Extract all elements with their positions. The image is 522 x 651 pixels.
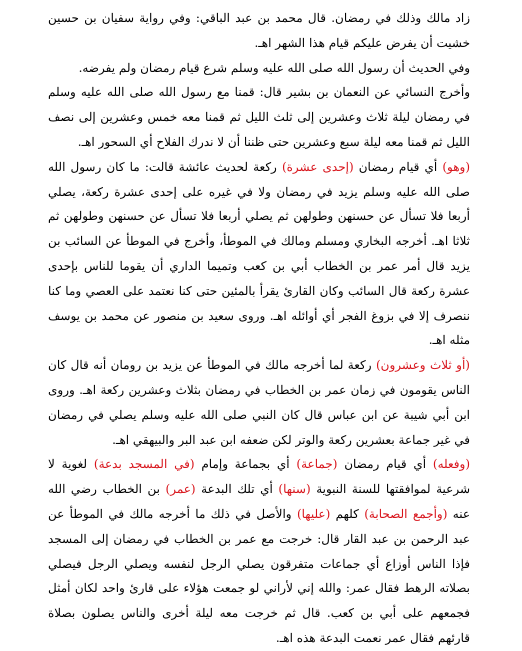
highlighted-term: (إحدى عشرة): [281, 159, 354, 174]
text-run: كلهم: [330, 506, 365, 521]
text-run: زاد مالك وذلك في رمضان. قال محمد بن عبد الباقي: وفي رواية سفيان بن حسين خشيت أن يفرض عليكم قيام هذا الشهر اهـ.: [48, 11, 470, 50]
text-run: والأصل في ذلك ما أخرجه مالك في الموطأ عن عبد الرحمن بن عبد القار قال: خرجت مع عمر بن الخطاب في رمضان إلى المسجد فإذا الناس أوزاع أي جماعات متفرقون يصلي الرجل لنفسه ويصلي الرجل فيصلي بصلاته الرهط فقال عمر: والله إني لأراني لو جمعت هؤلاء على قارئ واحد لكان أمثل فجمعهم على أبي بن كعب. قال ثم خرجت معه ليلة أخرى والناس يصلون بصلاة قارئهم فقال عمر نعمت البدعة هذه اهـ.: [48, 506, 470, 645]
highlighted-term: (أو ثلاث وعشرون): [375, 358, 470, 373]
highlighted-term: (وأجمع الصحابة): [364, 506, 448, 521]
paragraph-nasai: [48, 80, 470, 154]
text-run: أي تلك البدعة: [195, 482, 279, 497]
highlighted-term: (سنها): [278, 482, 311, 497]
paragraph-thalath-ishrun: [48, 353, 470, 452]
text-run: لغوية لا شرعية لموافقتها للسنة النبوية: [48, 457, 471, 497]
highlighted-term: (وفعله): [432, 457, 470, 472]
highlighted-term: (عليها): [296, 506, 331, 521]
text-run: أي بجماعة وإمام: [194, 457, 297, 472]
text-run: أي قيام رمضان: [353, 159, 443, 174]
paragraph-ihda-ashra: [48, 155, 470, 353]
text-run: أي قيام رمضان: [337, 457, 433, 472]
text-run: ركعة لحديث عائشة قالت: ما كان رسول الله صلى الله عليه وسلم يزيد في رمضان ولا في غيره على إحدى عشرة ركعة، يصلي أربعا فلا تسأل عن حسنهن وطولهن ثم يصلي أربعا فلا تسأل عن حسنهن وطولهن ثم ثلاثا اهـ. أخرجه البخاري ومسلم ومالك في الموطأ، وأخرج في الموطأ عن السائب بن يزيد قال أمر عمر بن الخطاب أبي بن كعب وتميما الداري أن يقوما للناس بإحدى عشرة ركعة قال السائب وكان القارئ يقرأ بالمئين حتى كنا نعتمد على العصي وما كنا ننصرف إلا في بزوغ الفجر أي أوائله اهـ. وروى سعيد بن منصور عن محمد بن يوسف مثله اهـ.: [48, 159, 470, 348]
highlighted-term: (وهو): [442, 159, 470, 174]
text-run: بن الخطاب رضي الله عنه: [48, 482, 471, 521]
text-run: وأخرج النسائي عن النعمان بن بشير قال: قمنا مع رسول الله صلى الله عليه وسلم في رمضان ليلة ثلاث وعشرين إلى ثلث الليل ثم قمنا معه خمس وعشرين إلى نصف الليل ثم قمنا معه ليلة سبع وعشرين حتى ظننا أن لا ندرك الفلاح أي السحور اهـ.: [48, 85, 470, 149]
paragraph-ziyada-malik: [48, 6, 470, 56]
text-run: وفي الحديث أن رسول الله صلى الله عليه وسلم شرع قيام رمضان ولم يفرضه.: [78, 60, 470, 75]
highlighted-term: (في المسجد بدعة): [93, 457, 195, 472]
highlighted-term: (عمر): [165, 482, 196, 497]
paragraph-hadith-qiyam: [48, 56, 470, 81]
highlighted-term: (جماعة): [296, 457, 338, 472]
paragraph-bidaa: [48, 452, 470, 650]
text-run: ركعة لما أخرجه مالك في الموطأ عن يزيد بن رومان أنه قال كان الناس يقومون في زمان عمر بن الخطاب في رمضان بثلاث وعشرين ركعة اهـ. وروى ابن أبي شيبة عن ابن عباس قال كان النبي صلى الله عليه وسلم يصلي في رمضان في غير جماعة بعشرين ركعة والوتر لكن ضعفه ابن عبد البر والبيهقي اهـ.: [48, 358, 470, 447]
